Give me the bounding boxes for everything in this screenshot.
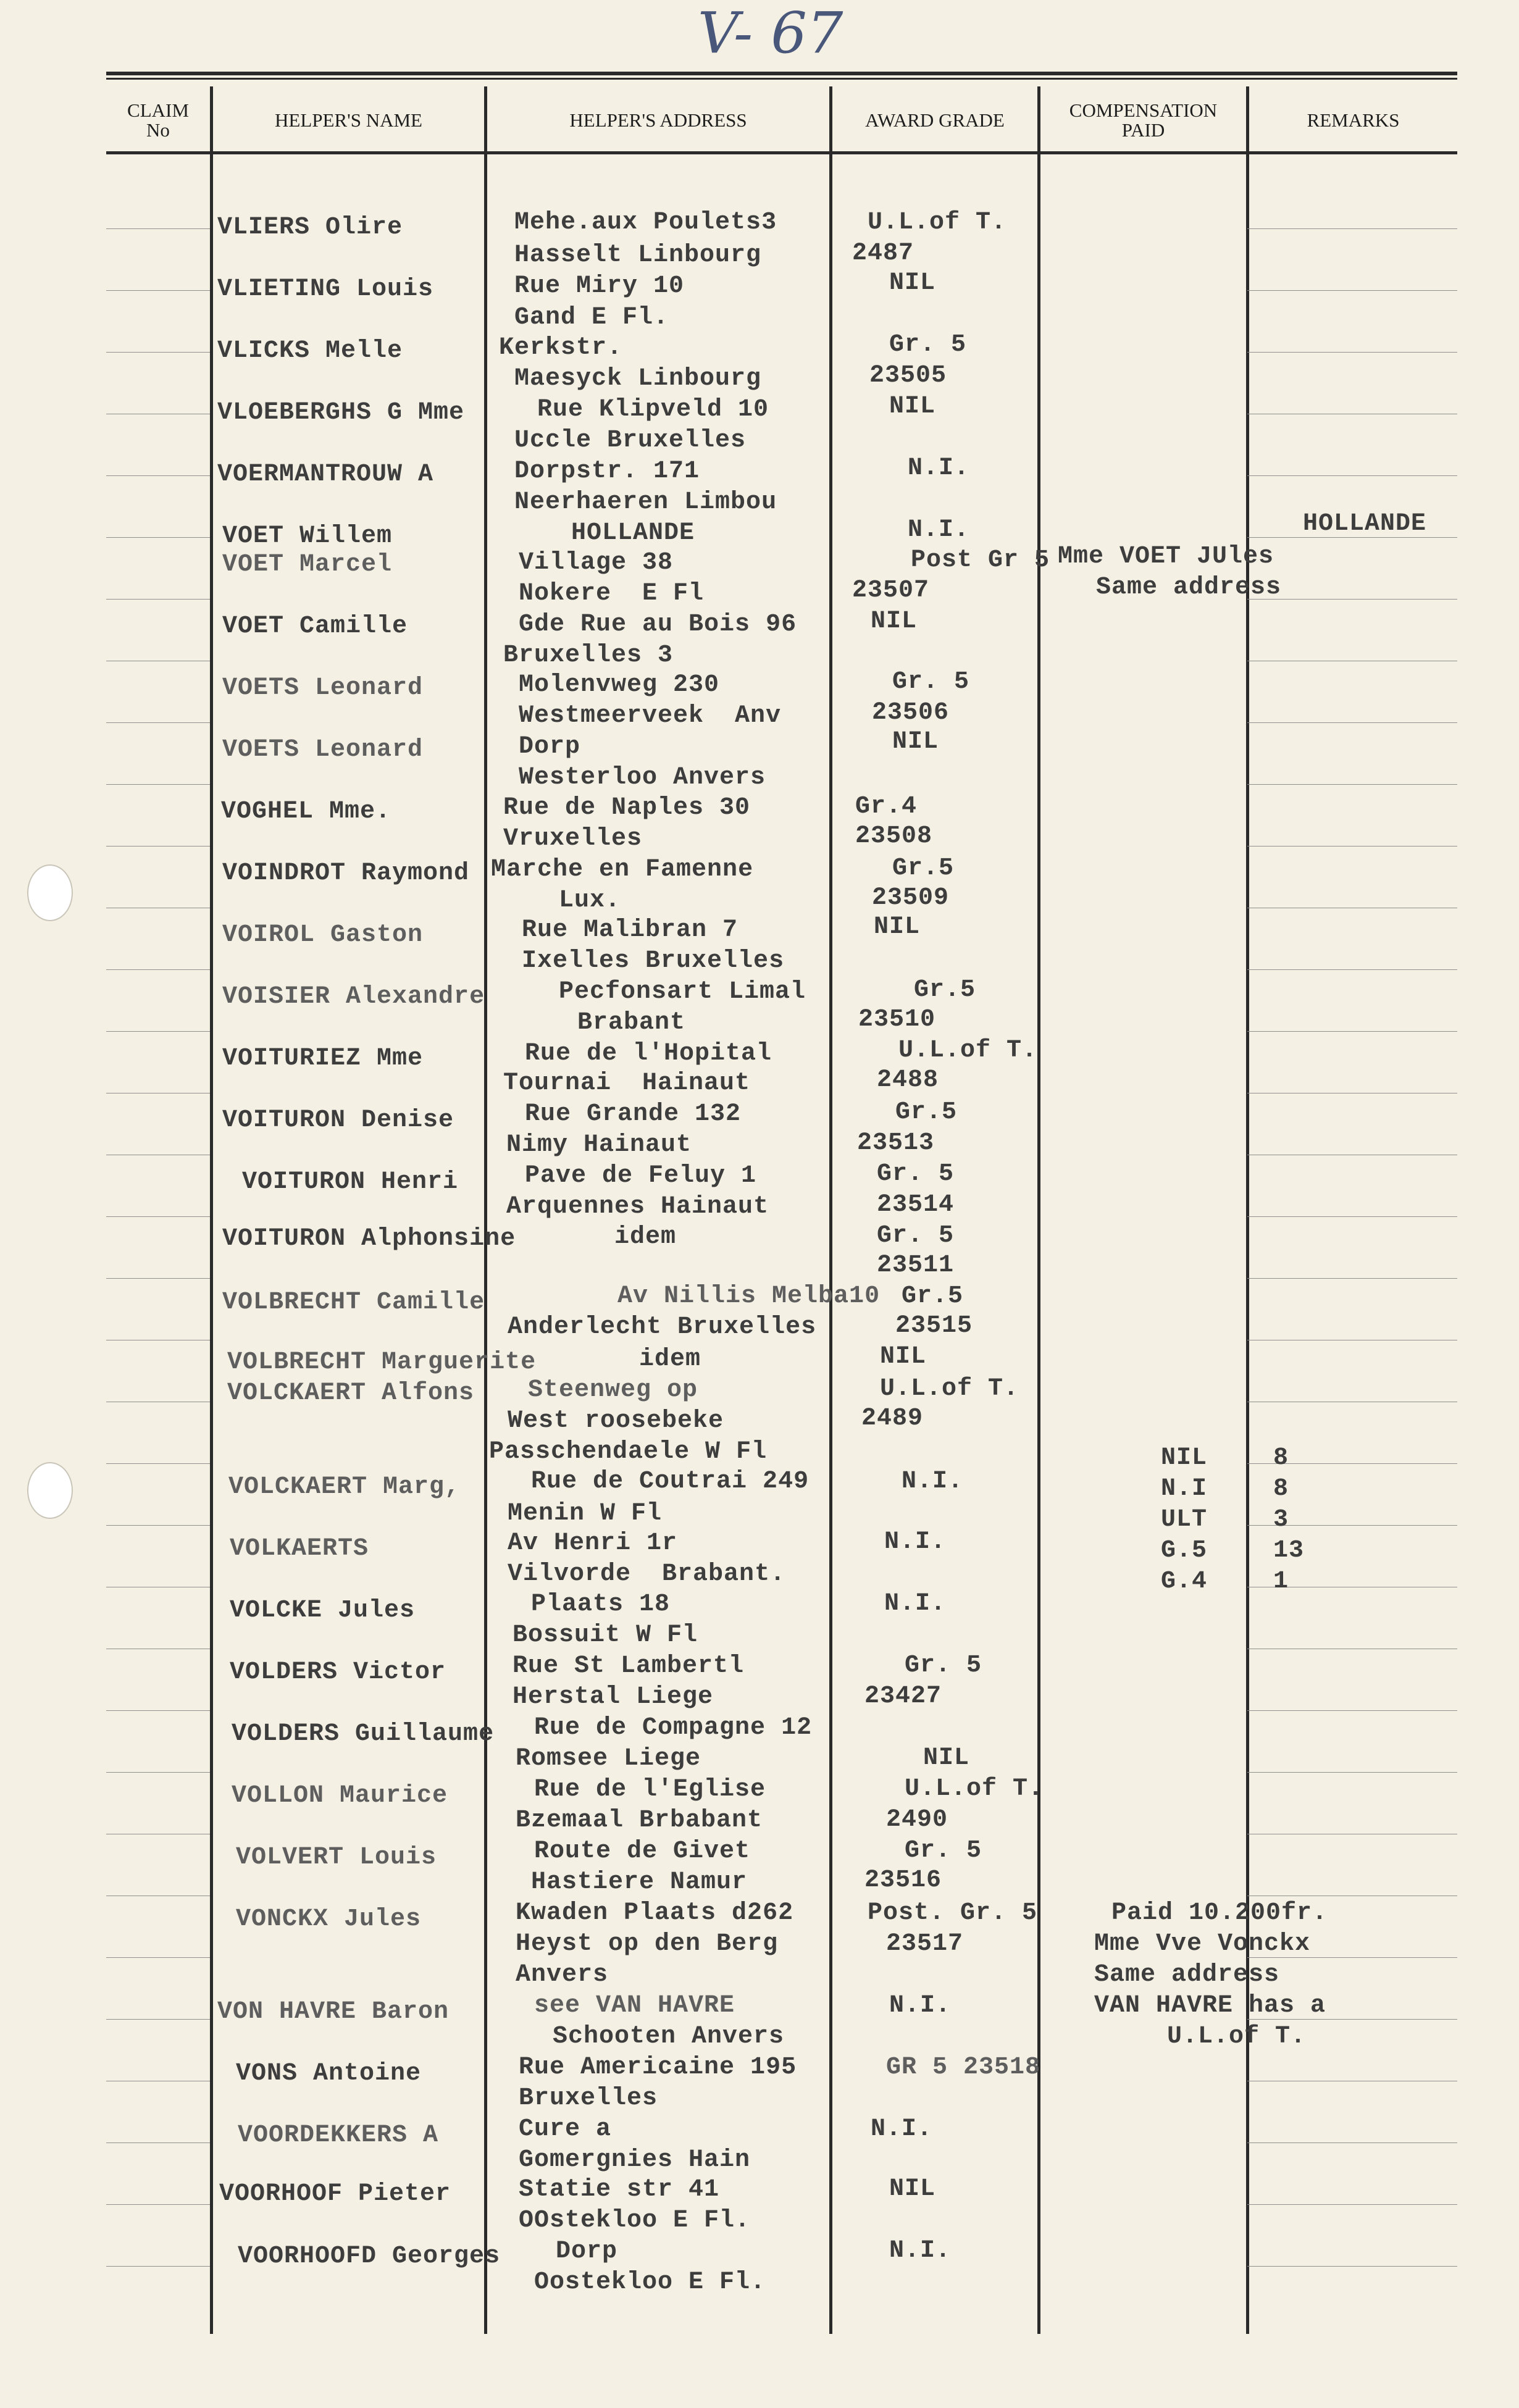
award-grade: Gr.4 [855,793,918,821]
tally-count: 13 [1273,1537,1305,1565]
ruled-line [1247,1278,1457,1279]
award-grade: NIL [889,393,936,420]
address-line: Brabant [577,1009,686,1037]
address-line: Arquennes Hainaut [506,1193,769,1221]
award-grade: NIL [871,608,918,635]
award-number: 2489 [861,1405,924,1432]
divider-address-grade [829,86,832,2334]
award-grade: U.L.of T. [905,1775,1044,1803]
helper-name: VOITURON Denise [222,1106,454,1134]
address-line: Bzemaal Brbabant [516,1807,763,1834]
award-grade: Gr. 5 [889,331,967,359]
award-grade: U.L.of T. [880,1375,1019,1403]
ruled-line [106,846,210,847]
ruled-line [106,228,210,229]
address-line: Rue Miry 10 [514,272,685,300]
ruled-line [106,537,210,538]
address-line: idem [614,1223,677,1251]
helper-name: VLICKS Melle [217,337,403,365]
header-remarks: REMARKS [1307,109,1400,131]
award-grade: U.L.of T. [898,1037,1038,1064]
address-line: Pecfonsart Limal [559,978,806,1006]
ruled-line [106,722,210,723]
award-number: 23516 [864,1867,942,1894]
award-grade: N.I. [908,454,970,482]
helper-name: VOLCKE Jules [230,1597,416,1624]
helper-name: VOINDROT Raymond [222,859,470,887]
helper-name: VOORHOOF Pieter [219,2180,451,2208]
address-line: Bruxelles [519,2084,658,2112]
address-line: Uccle Bruxelles [514,427,747,454]
address-line: Gomergnies Hain [519,2146,751,2174]
address-line: Av Nillis Melba10 [617,1282,881,1310]
helper-name: VOERMANTROUW A [217,461,434,488]
address-line: Pave de Feluy 1 [525,1162,757,1190]
award-number: 23510 [858,1006,936,1034]
award-grade: Gr. 5 [905,1837,982,1865]
award-number: 23506 [872,699,950,727]
address-line: Nokere E Fl [519,580,705,608]
address-line: Nimy Hainaut [506,1131,692,1159]
helper-name: VOLKAERTS [230,1535,369,1563]
ruled-line [1247,846,1457,847]
helper-name: VOETS Leonard [222,736,424,764]
award-number: 23514 [877,1191,955,1219]
compensation-line: U.L.of T. [1167,2023,1307,2051]
award-number: 23511 [877,1252,955,1279]
award-grade: NIL [923,1744,970,1772]
tally-count: 3 [1273,1506,1289,1534]
helper-name: VOLVERT Louis [236,1844,437,1871]
address-line: Ixelles Bruxelles [522,947,785,975]
helper-name: VOLDERS Guillaume [232,1720,495,1748]
ruled-line [1247,1031,1457,1032]
helper-name: VLIERS Olire [217,214,403,241]
ruled-line [1247,969,1457,970]
address-line: Gand E Fl. [514,304,669,332]
address-line: Rue Klipveld 10 [537,396,769,424]
award-grade: NIL [880,1343,927,1371]
ruled-line [106,1710,210,1711]
award-grade: Gr.5 [914,976,976,1004]
address-line: Kerkstr. [499,334,623,362]
ruled-line [1247,1772,1457,1773]
award-grade: Gr.5 [902,1282,964,1310]
address-line: Rue de Coutrai 249 [531,1468,810,1495]
ruled-line [1247,290,1457,291]
ruled-line [106,2019,210,2020]
header-helper-name: HELPER'S NAME [275,109,422,131]
address-line: Hastiere Namur [531,1868,748,1896]
ruled-line [1247,784,1457,785]
compensation-line: Paid 10.200fr. [1111,1899,1328,1927]
compensation-line: Same address [1096,574,1282,601]
address-line: Molenvweg 230 [519,671,720,699]
helper-name: VON HAVRE Baron [217,1998,450,2026]
header-claim-no: CLAIM No [127,99,189,141]
award-grade: NIL [889,269,936,297]
helper-name: VOLCKAERT Marg, [228,1473,461,1501]
tally-count: 1 [1273,1568,1289,1595]
award-number: 23505 [869,362,947,390]
helper-name: VLIETING Louis [217,275,434,303]
address-line: Anvers [516,1961,609,1989]
address-line: Neerhaeren Limbou [514,488,777,516]
address-line: West roosebeke [508,1407,724,1435]
top-rule-thin [106,78,1457,80]
address-line: Rue de Compagne 12 [534,1714,813,1742]
award-grade: Gr.5 [892,855,955,882]
award-number: 2487 [852,240,914,267]
helper-name: VONCKX Jules [236,1905,422,1933]
header-helper-address: HELPER'S ADDRESS [569,109,747,131]
compensation-line: VAN HAVRE has a [1094,1992,1326,2020]
helper-name: VLOEBERGHS G Mme [217,399,465,427]
address-line: Lux. [559,887,621,914]
ruled-line [106,1031,210,1032]
tally-count: 8 [1273,1444,1289,1472]
helper-name: VOET Willem [222,522,393,550]
helper-name: VOLBRECHT Camille [222,1289,485,1316]
award-number: 2490 [886,1806,948,1834]
address-line: Marche en Famenne [491,856,754,884]
address-line: Passchendaele W Fl [489,1438,768,1466]
award-grade: N.I. [908,516,970,544]
ruled-line [106,1278,210,1279]
punch-hole [27,864,73,921]
address-line: HOLLANDE [571,519,695,547]
compensation-line: Same address [1094,1961,1280,1989]
address-line: Westmeerveek Anv [519,702,782,730]
header-award-grade: AWARD GRADE [865,109,1005,131]
tally-label: ULT [1161,1506,1208,1534]
address-line: Menin W Fl [508,1500,663,1528]
ruled-line [1247,475,1457,476]
award-grade: Gr. 5 [877,1222,955,1250]
address-line: Schooten Anvers [553,2023,785,2051]
award-number: 23517 [886,1930,964,1958]
helper-name: VOET Camille [222,612,408,640]
award-grade: N.I. [889,2237,952,2265]
ruled-line [106,1525,210,1526]
header-compensation-paid: COMPENSATION PAID [1069,99,1218,141]
award-grade: Post. Gr. 5 [868,1899,1038,1927]
award-grade: Gr. 5 [905,1652,982,1679]
address-line: Dorp [556,2238,618,2265]
address-line: Anderlecht Bruxelles [508,1313,817,1341]
address-line: Bruxelles 3 [503,642,674,669]
award-number: 2488 [877,1066,939,1094]
ruled-line [106,1772,210,1773]
address-line: Tournai Hainaut [503,1069,751,1097]
award-number: 23509 [872,884,950,912]
ruled-line [106,784,210,785]
helper-name: VONS Antoine [236,2060,422,2088]
award-grade: GR 5 23518 [886,2054,1041,2081]
tally-label: N.I [1161,1475,1208,1503]
helper-name: VOLDERS Victor [230,1658,446,1686]
ruled-line [106,2266,210,2267]
address-line: Heyst op den Berg [516,1930,779,1958]
award-grade: U.L.of T. [868,209,1007,236]
address-line: Rue Americaine 195 [519,2054,797,2081]
award-grade: NIL [874,913,921,941]
ruled-line [1247,722,1457,723]
tally-label: NIL [1161,1444,1208,1472]
address-line: idem [639,1345,701,1373]
page-serial: V- 67 [698,0,843,66]
award-grade: N.I. [884,1590,947,1618]
address-line: Rue Grande 132 [525,1100,742,1128]
award-grade: N.I. [902,1468,964,1495]
top-rule [106,72,1457,75]
address-line: Mehe.aux Poulets3 [514,209,777,236]
ruled-line [106,352,210,353]
award-grade: NIL [889,2175,936,2203]
address-line: Steenweg op [528,1376,698,1404]
award-grade: Gr. 5 [877,1160,955,1188]
ruled-line [106,290,210,291]
address-line: Hasselt Linbourg [514,241,762,269]
helper-name: VOGHEL Mme. [221,798,391,826]
award-grade: Gr.5 [895,1098,958,1126]
address-line: Plaats 18 [531,1591,671,1618]
address-line: Westerloo Anvers [519,764,766,792]
address-line: Dorp [519,733,581,761]
helper-name: VOET Marcel [222,551,393,579]
address-line: Rue de l'Hopital [525,1040,772,1068]
ruled-line [106,475,210,476]
address-line: Herstal Liege [513,1683,714,1711]
address-line: Vruxelles [503,825,643,853]
helper-name: VOIROL Gaston [222,921,424,949]
award-number: 23427 [864,1683,942,1710]
header-rule [106,151,1457,154]
helper-name: VOITURON Henri [242,1168,459,1196]
address-line: Romsee Liege [516,1745,701,1773]
ruled-line [1247,1710,1457,1711]
address-line: Oostekloo E Fl. [534,2268,766,2296]
tally-label: G.4 [1161,1568,1208,1595]
divider-grade-comp [1037,86,1040,2334]
address-line: Route de Givet [534,1837,751,1865]
award-number: 23507 [852,577,930,604]
address-line: OOstekloo E Fl. [519,2207,751,2235]
address-line: Rue de l'Eglise [534,1776,766,1804]
ruled-line [1247,2266,1457,2267]
compensation-line: Mme VOET JUles [1058,543,1274,571]
divider-claim-name [210,86,213,2334]
award-grade: Post Gr 5 [911,546,1050,574]
ruled-line [1247,1216,1457,1217]
address-line: see VAN HAVRE [534,1992,735,2020]
helper-name: VOLBRECHT Marguerite [227,1348,537,1376]
ruled-line [1247,228,1457,229]
ruled-line [1247,2204,1457,2205]
address-line: Rue Malibran 7 [522,916,739,944]
divider-name-address [484,86,487,2334]
award-grade: N.I. [889,1992,952,2020]
ruled-line [106,599,210,600]
address-line: Vilvorde Brabant. [508,1560,786,1588]
address-line: Maesyck Linbourg [514,365,762,393]
address-line: Rue de Naples 30 [503,794,751,822]
ruled-line [1247,352,1457,353]
helper-name: VOORHOOFD Georges [238,2243,501,2270]
address-line: Cure a [519,2115,612,2143]
address-line: Village 38 [519,549,674,577]
punch-hole [27,1462,73,1519]
helper-name: VOITURIEZ Mme [222,1045,424,1072]
tally-count: 8 [1273,1475,1289,1503]
award-grade: N.I. [871,2115,933,2143]
address-line: Av Henri 1r [508,1529,678,1557]
address-line: Kwaden Plaats d262 [516,1899,794,1927]
address-line: Bossuit W Fl [513,1621,698,1649]
helper-name: VOISIER Alexandre [222,983,485,1011]
remarks-text: HOLLANDE [1303,510,1427,538]
ruled-line [106,969,210,970]
ruled-line [106,1957,210,1958]
helper-name: VOITURON Alphonsine [222,1225,516,1253]
helper-name: VOLCKAERT Alfons [227,1379,475,1407]
award-grade: N.I. [884,1528,947,1556]
compensation-line: Mme Vve Vonckx [1094,1930,1311,1958]
address-line: Statie str 41 [519,2176,720,2204]
helper-name: VOETS Leonard [222,674,424,702]
helper-name: VOORDEKKERS A [238,2122,439,2149]
award-grade: Gr. 5 [892,668,970,696]
ruled-line [106,2204,210,2205]
tally-label: G.5 [1161,1537,1208,1565]
award-number: 23513 [857,1129,935,1157]
address-line: Dorpstr. 171 [514,458,700,485]
award-number: 23515 [895,1312,973,1340]
ruled-line [106,1463,210,1464]
award-grade: NIL [892,728,939,756]
address-line: Rue St Lambertl [513,1652,745,1680]
ruled-line [106,1216,210,1217]
address-line: Gde Rue au Bois 96 [519,611,797,638]
helper-name: VOLLON Maurice [232,1782,448,1810]
award-number: 23508 [855,822,933,850]
